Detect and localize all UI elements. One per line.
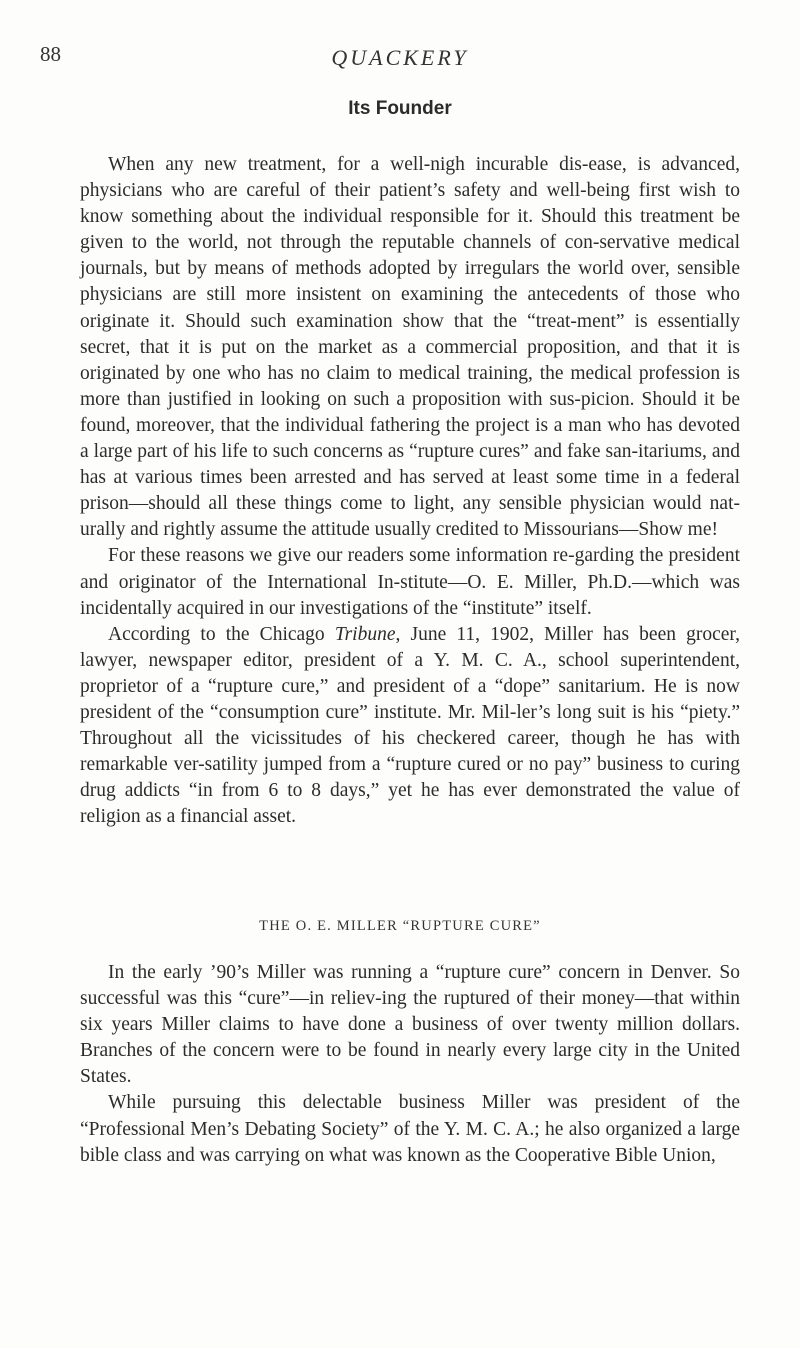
page-number: 88 — [40, 42, 61, 66]
paragraph — [80, 622, 740, 831]
subheading: THE O. E. MILLER “RUPTURE CURE” — [259, 918, 541, 934]
text-block-secondary — [80, 960, 740, 1169]
paragraph-text: According to the Chicago — [108, 623, 335, 645]
newspaper-title: Tribune — [334, 623, 396, 645]
paragraph: In the early ’90’s Miller was running a “rupture cure” concern in Denver. So successful was this “cure”—in reliev-ing the ruptured of their money—that within six years Miller claims to have done a business of over twenty million dollars. Branches of the concern were to be found in nearly every large city in the United States. — [80, 962, 740, 1088]
paragraph: When any new treatment, for a well-nigh incurable dis-ease, is advanced, physicians who are careful of their patient’s safety and well-being first wish to know something about the individual responsible for it. Should this treatment be given to the world, not through the reputable channels of con-servative medical journals, but by means of methods adopted by irregulars the world over, sensible physicians are still more insistent on examining the antecedents of those who originate it. Should such examination show that the “treat-ment” is essentially secret, that it is put on the market as a commercial proposition, and that it is originated by one who has no claim to medical training, the medical profession is more than justified in looking on such a proposition with sus-picion. Should it be found, moreover, that the individual fathering the project is a man who has devoted a large part of his life to such concerns as “rupture cures” and fake san-itariums, and has at various times been arrested and has served at least some time in a federal prison—should all these things come to light, any sensible physician would nat-urally and rightly assume the attitude usually credited to Missourians—Show me! — [80, 154, 740, 541]
text-block-main — [80, 152, 740, 830]
section-title: Its Founder — [348, 98, 452, 119]
paragraph: While pursuing this delectable business Miller was president of the “Professional Men’s Debating Society” of the Y. M. C. A.; he also organized a large bible class and was carrying on what was known as the Cooperative Bible Union, — [80, 1092, 740, 1166]
running-head: QUACKERY — [331, 45, 469, 70]
paragraph-text: , June 11, 1902, Miller has been grocer, lawyer, newspaper editor, president of a Y. M. C. A., school superintendent, proprietor of a “rupture cure,” and president of a “dope” sanitarium. He is now president of the “consumption cure” institute. Mr. Mil-ler’s long suit is his “piety.” Throughout all the vicissitudes of his checkered career, though he has with remarkable ver-satility jumped from a “rupture cured or no pay” business to curing drug addicts “in from 6 to 8 days,” yet he has ever demonstrated the value of religion as a financial asset. — [80, 623, 740, 828]
paragraph: For these reasons we give our readers some information re-garding the president and originator of the International In-stitute—O. E. Miller, Ph.D.—which was incidentally acquired in our investigations of the “institute” itself. — [80, 545, 740, 619]
